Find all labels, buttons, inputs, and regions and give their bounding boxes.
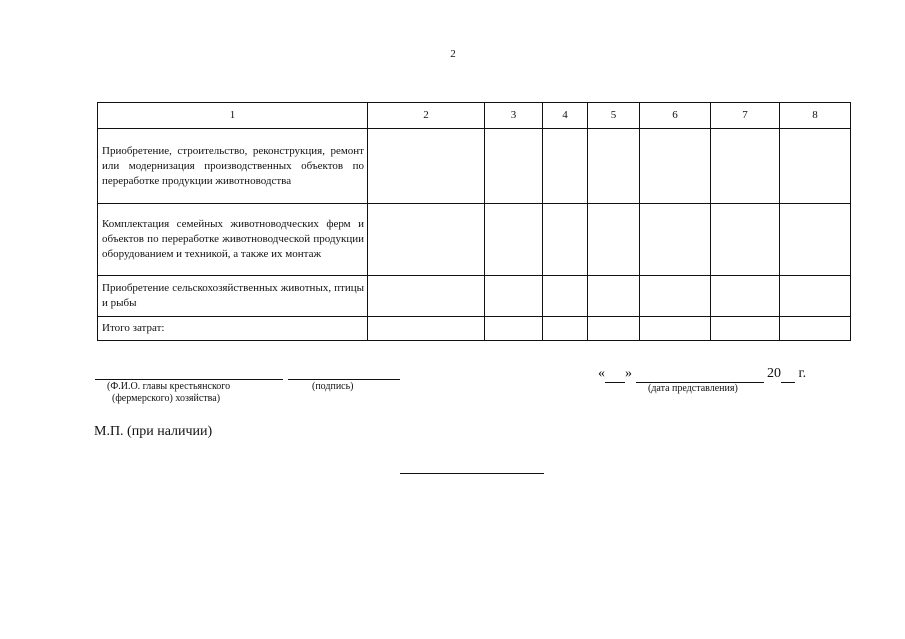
table-header-row	[98, 103, 851, 129]
table-cell	[780, 129, 851, 204]
table-cell	[711, 204, 780, 276]
table-cell	[368, 204, 485, 276]
table-cell	[640, 317, 711, 341]
table-cell	[640, 204, 711, 276]
table-cell	[588, 276, 640, 317]
table-cell	[780, 317, 851, 341]
row-label: Комплектация семейных животноводческих ферм и объектов по переработке животноводческой продукции оборудованием и техникой, а также их монтаж	[98, 204, 368, 276]
table-cell	[588, 129, 640, 204]
table-cell	[368, 317, 485, 341]
stamp-placeholder: М.П. (при наличии)	[94, 424, 213, 439]
close-quote: »	[625, 366, 632, 381]
table-cell	[588, 204, 640, 276]
year-prefix: 20	[767, 366, 781, 381]
table-cell	[780, 204, 851, 276]
year-suffix: г.	[798, 366, 807, 381]
column-header: 6	[640, 103, 711, 129]
fio-line	[95, 379, 283, 380]
page-number: 2	[450, 48, 456, 60]
fio-caption-line1: (Ф.И.О. главы крестьянского	[107, 381, 231, 392]
column-header: 3	[485, 103, 543, 129]
separator-line	[400, 473, 544, 474]
month-blank	[636, 366, 764, 383]
table-cell	[588, 317, 640, 341]
open-quote: «	[598, 366, 605, 381]
date-field	[598, 366, 806, 383]
row-label: Итого затрат:	[98, 317, 368, 341]
column-header: 4	[543, 103, 588, 129]
table-cell	[711, 276, 780, 317]
table-cell	[485, 129, 543, 204]
table-cell	[543, 204, 588, 276]
date-caption: (дата представления)	[648, 383, 738, 394]
day-blank	[605, 366, 625, 383]
table-cell	[640, 276, 711, 317]
table-cell	[368, 129, 485, 204]
table-cell	[485, 276, 543, 317]
column-header: 1	[98, 103, 368, 129]
signature-caption: (подпись)	[312, 381, 354, 392]
column-header: 2	[368, 103, 485, 129]
table-cell	[543, 129, 588, 204]
table-cell	[711, 129, 780, 204]
total-row	[98, 317, 851, 341]
column-header: 8	[780, 103, 851, 129]
table-cell	[368, 276, 485, 317]
table-row	[98, 276, 851, 317]
table-cell	[543, 317, 588, 341]
cost-table	[97, 102, 851, 341]
fio-caption-line2: (фермерского) хозяйства)	[112, 393, 221, 404]
table-cell	[543, 276, 588, 317]
column-header: 7	[711, 103, 780, 129]
table-cell	[485, 204, 543, 276]
table-cell	[780, 276, 851, 317]
row-label: Приобретение, строительство, реконструкция, ремонт или модернизация производственных объектов по переработке продукции животноводства	[98, 129, 368, 204]
signature-line	[288, 379, 400, 380]
table-row	[98, 129, 851, 204]
row-label: Приобретение сельскохозяйственных животных, птицы и рыбы	[98, 276, 368, 317]
year-blank	[781, 366, 795, 383]
table-row	[98, 204, 851, 276]
column-header: 5	[588, 103, 640, 129]
table-cell	[711, 317, 780, 341]
table-cell	[485, 317, 543, 341]
table-cell	[640, 129, 711, 204]
